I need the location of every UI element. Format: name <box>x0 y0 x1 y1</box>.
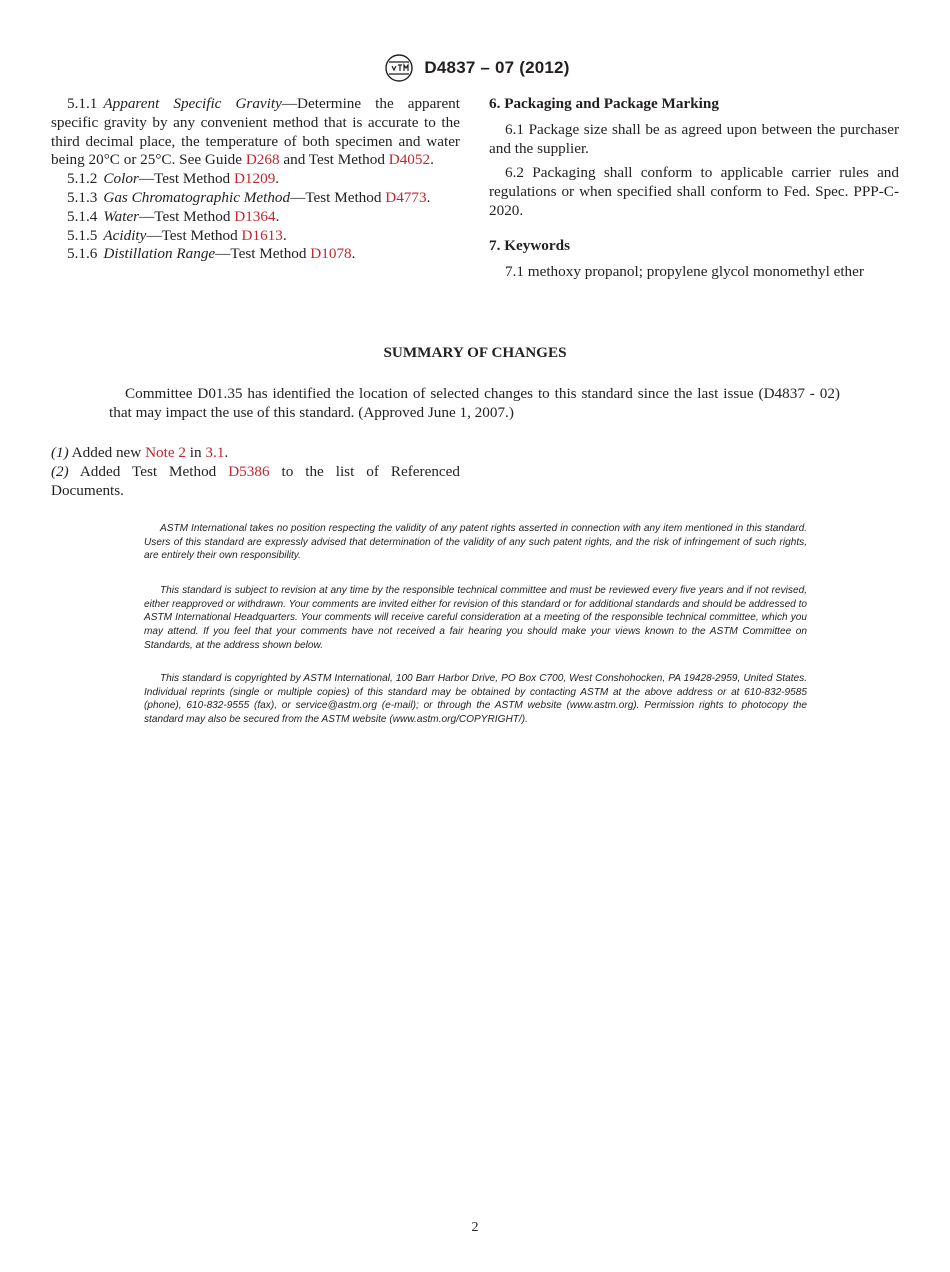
summary-heading: SUMMARY OF CHANGES <box>383 344 567 361</box>
para-6-1: 6.1 Package size shall be as agreed upon between the purchaser and the supplier. <box>489 120 899 157</box>
para-6-2: 6.2 Packaging shall conform to applicable carrier rules and regulations or when specified shall conform to Fed. Spec. PPP-C-2020. <box>489 164 899 219</box>
right-column <box>489 95 899 281</box>
change-item: (1) Added new Note 2 in 3.1. <box>51 444 229 461</box>
changes-list <box>51 444 460 500</box>
item-5-1-4: 5.1.4 Water—Test Method D1364. <box>67 207 280 225</box>
patent-notice: ASTM International takes no position respecting the validity of any patent rights asserted in connection with any item mentioned in this standard. Users of this standard are expressly advised that determination of the validity of any such patent rights, and the risk of infringement of such rights, are entirely their own responsibility. <box>144 523 807 562</box>
link-d1078[interactable]: D1078 <box>310 245 352 263</box>
item-5-1-1: 5.1.1 Apparent Specific Gravity—Determine the apparent specific gravity by any convenient method that is accurate to the third decimal place, the temperature of both specimen and water being 20°C or 25°C. See Guide D268 and Test Method D4052. <box>51 95 461 169</box>
item-5-1-3: 5.1.3 Gas Chromatographic Method—Test Method D4773. <box>67 188 431 206</box>
page-header <box>0 52 950 84</box>
item-5-1-2: 5.1.2 Color—Test Method D1209. <box>67 170 280 188</box>
link-d5386[interactable]: D5386 <box>228 462 270 480</box>
link-d4052[interactable]: D4052 <box>388 151 431 169</box>
link-d268[interactable]: D268 <box>245 151 280 169</box>
left-column <box>51 95 460 264</box>
item-5-1-5: 5.1.5 Acidity—Test Method D1613. <box>67 226 287 244</box>
copyright-notice: This standard is copyrighted by ASTM International, 100 Barr Harbor Drive, PO Box C700, West Conshohocken, PA 19428-2959, United States. Individual reprints (single or multiple copies) of this standard may be obtained by contacting ASTM at the above address or at 610-832-9585 (phone), 610-832-9555 (fax), or service@astm.org (e-mail); or through the ASTM website (www.astm.org). Permission rights to photocopy the standard may also be secured from the ASTM website (www.astm.org/COPYRIGHT/). <box>144 673 807 726</box>
link-d1209[interactable]: D1209 <box>233 170 276 188</box>
document-id: D4837 – 07 (2012) <box>424 58 570 77</box>
revision-notice: This standard is subject to revision at any time by the responsible technical committee and must be reviewed every five years and if not revised, either reapproved or withdrawn. Your comments are invited either for revision of this standard or for additional standards and should be addressed to ASTM International Headquarters. Your comments will receive careful consideration at a meeting of the responsible technical committee, which you may attend. If you feel that your comments have not received a fair hearing you should make your views known to the ASTM Committee on Standards, at the address shown below. <box>144 585 808 651</box>
astm-logo-icon <box>380 52 418 84</box>
link-3-1[interactable]: 3.1 <box>205 444 225 461</box>
link-d1364[interactable]: D1364 <box>234 207 276 225</box>
para-7-1: 7.1 methoxy propanol; propylene glycol monomethyl ether <box>505 262 864 280</box>
change-item: (2) Added Test Method D5386 to the list of Referenced Documents. <box>51 462 460 499</box>
section-7-heading: 7. Keywords <box>489 236 570 254</box>
link-d1613[interactable]: D1613 <box>241 226 283 244</box>
link-d4773[interactable]: D4773 <box>385 188 427 206</box>
item-5-1-6: 5.1.6 Distillation Range—Test Method D1078. <box>67 245 356 263</box>
summary-body: Committee D01.35 has identified the location of selected changes to this standard since the last issue (D4837 - 02) that may impact the use of this standard. (Approved June 1, 2007.) <box>109 385 840 421</box>
page-number: 2 <box>471 1220 479 1235</box>
link-note-2[interactable]: Note 2 <box>145 444 186 461</box>
section-6-heading: 6. Packaging and Package Marking <box>489 95 719 112</box>
